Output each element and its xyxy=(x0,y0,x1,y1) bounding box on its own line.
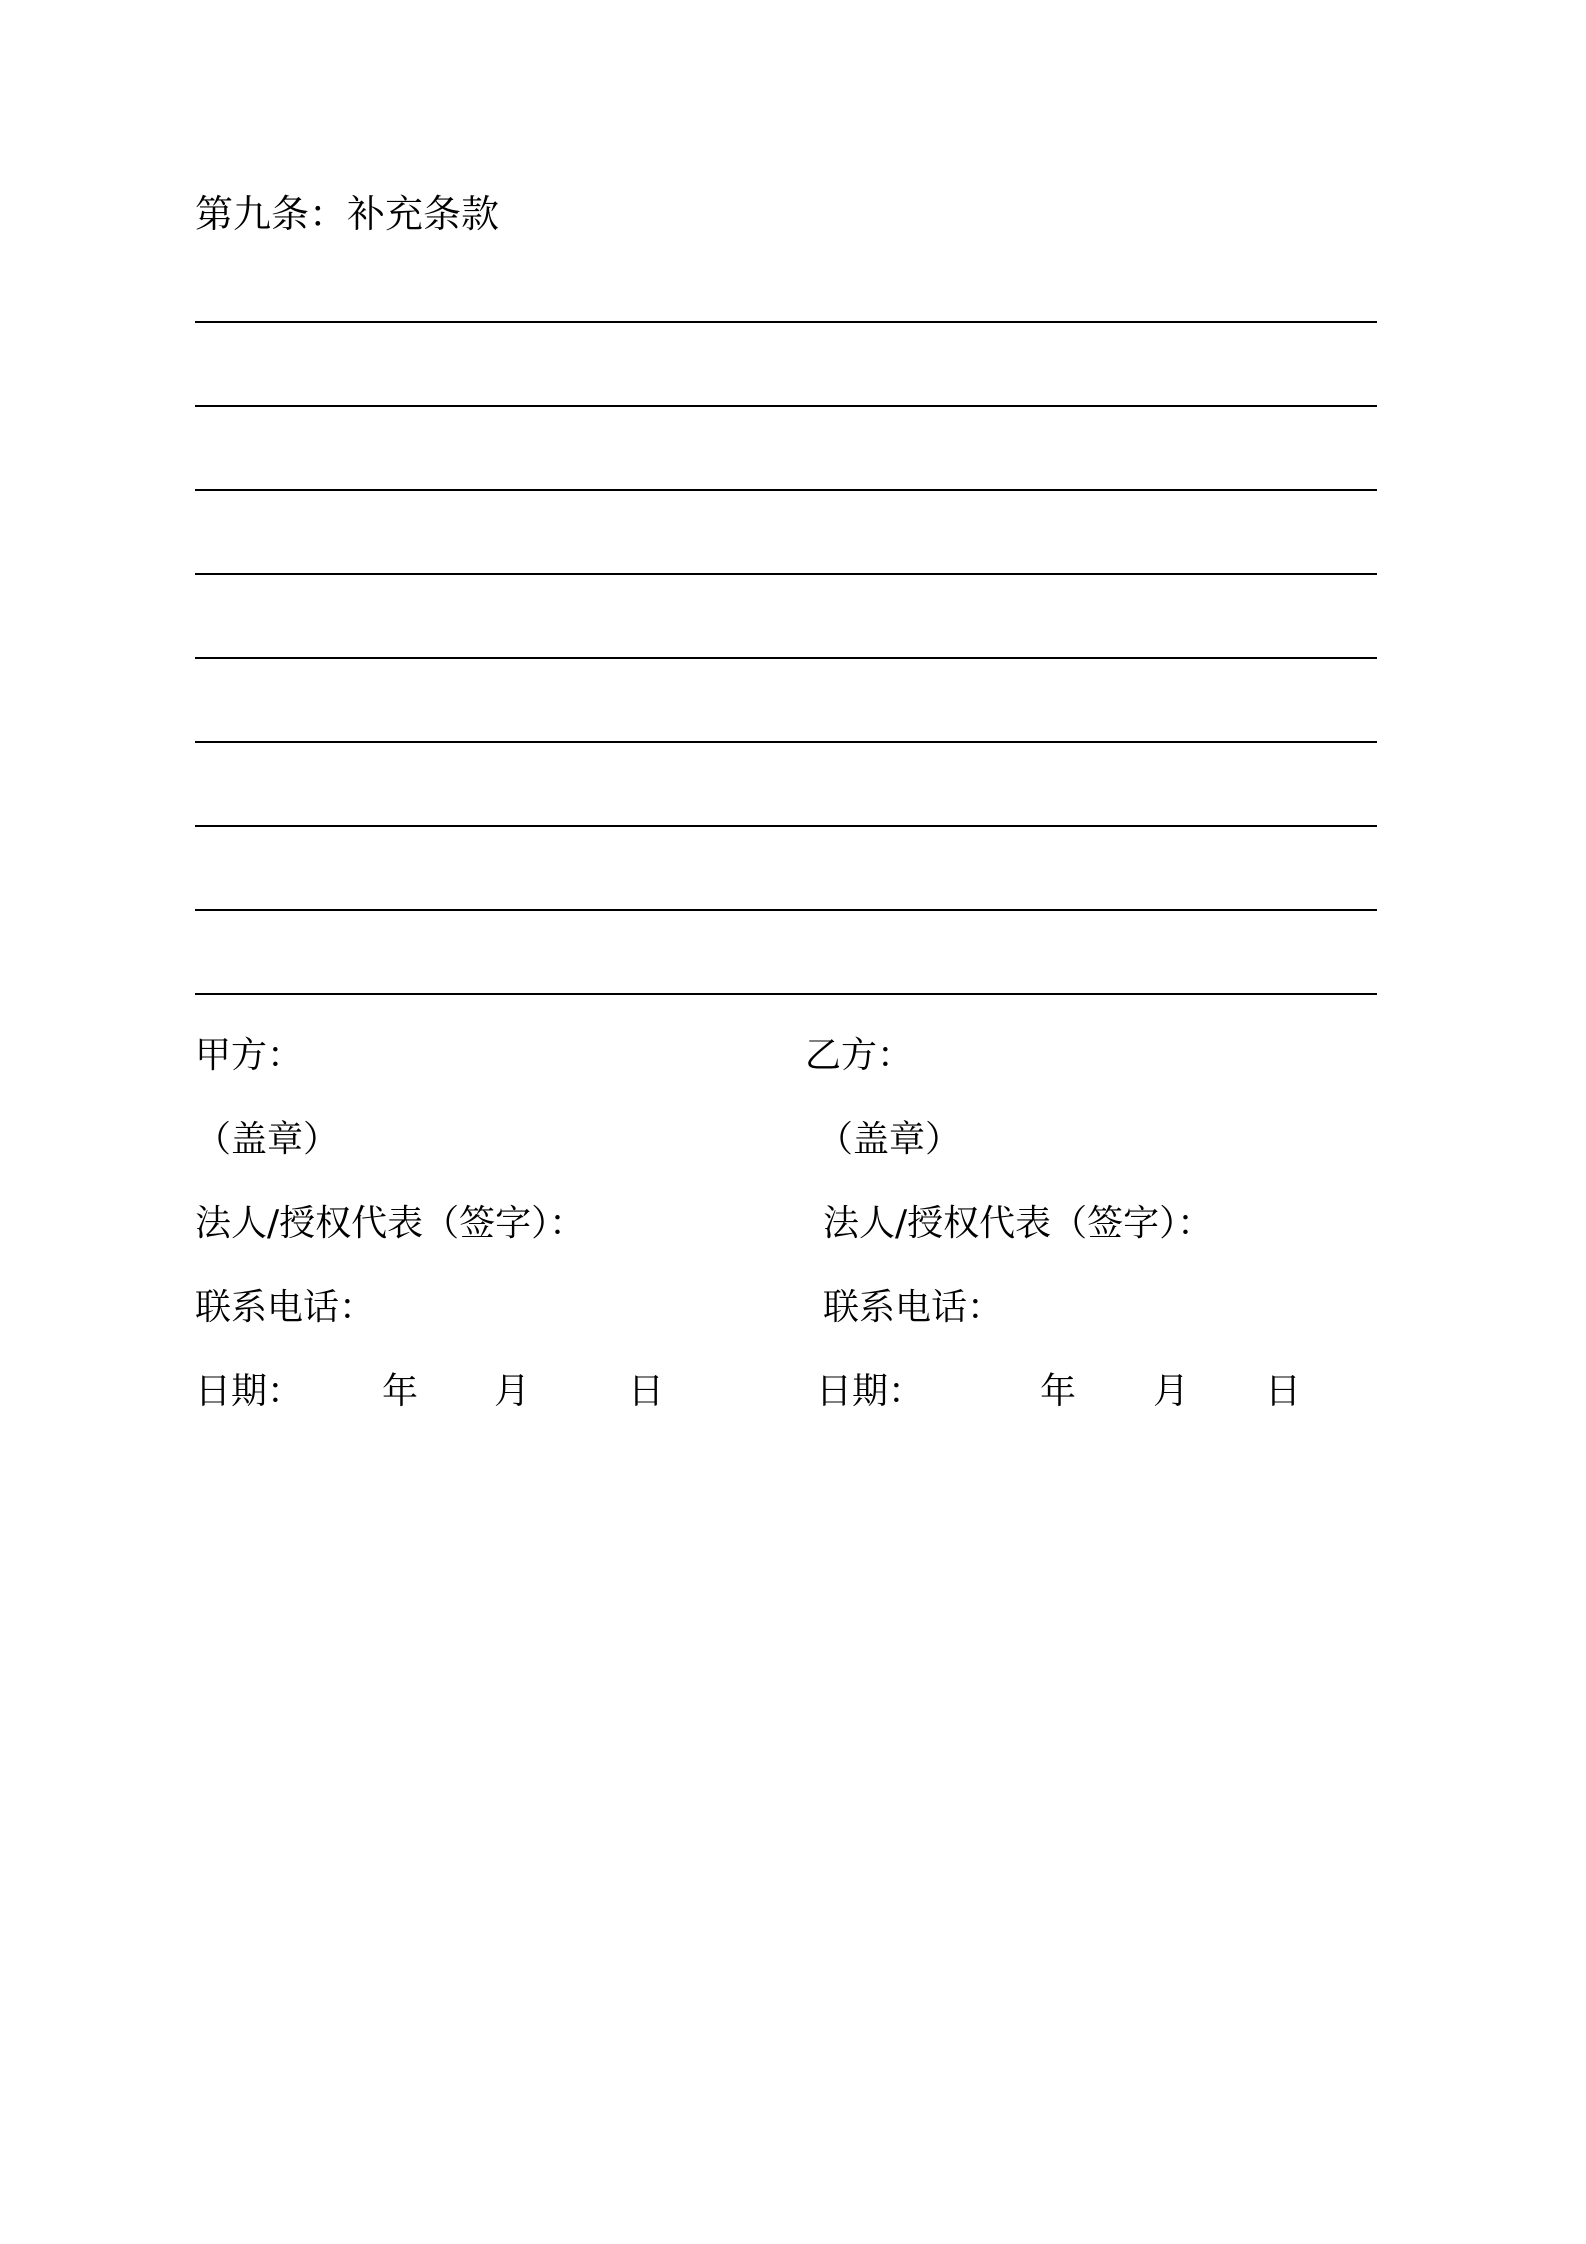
party-a-date-label: 日期： xyxy=(195,1371,304,1412)
blank-fill-line xyxy=(195,321,1377,323)
blank-fill-line xyxy=(195,489,1377,491)
party-b-signature: 法人/授权代表（签字）： xyxy=(823,1203,1214,1244)
blank-fill-line xyxy=(195,909,1377,911)
party-b-day: 日 xyxy=(1265,1371,1302,1412)
party-a-label: 甲方： xyxy=(195,1035,304,1076)
party-a-year: 年 xyxy=(382,1371,419,1412)
party-b-seal: （盖章） xyxy=(817,1119,962,1160)
party-b-phone: 联系电话： xyxy=(823,1287,1004,1328)
blank-fill-line xyxy=(195,741,1377,743)
party-a-signature: 法人/授权代表（签字）： xyxy=(195,1203,586,1244)
article-title: 第九条：补充条款 xyxy=(195,192,500,236)
blank-fill-line xyxy=(195,405,1377,407)
blank-fill-line xyxy=(195,993,1377,995)
blank-fill-line xyxy=(195,657,1377,659)
blank-fill-line xyxy=(195,573,1377,575)
party-a-phone: 联系电话： xyxy=(195,1287,376,1328)
party-a-month: 月 xyxy=(494,1371,531,1412)
party-b-year: 年 xyxy=(1040,1371,1077,1412)
party-a-day: 日 xyxy=(628,1371,665,1412)
party-a-seal: （盖章） xyxy=(195,1119,340,1160)
party-b-month: 月 xyxy=(1153,1371,1190,1412)
blank-fill-line xyxy=(195,825,1377,827)
party-b-label: 乙方： xyxy=(805,1035,914,1076)
party-b-date-label: 日期： xyxy=(816,1371,925,1412)
